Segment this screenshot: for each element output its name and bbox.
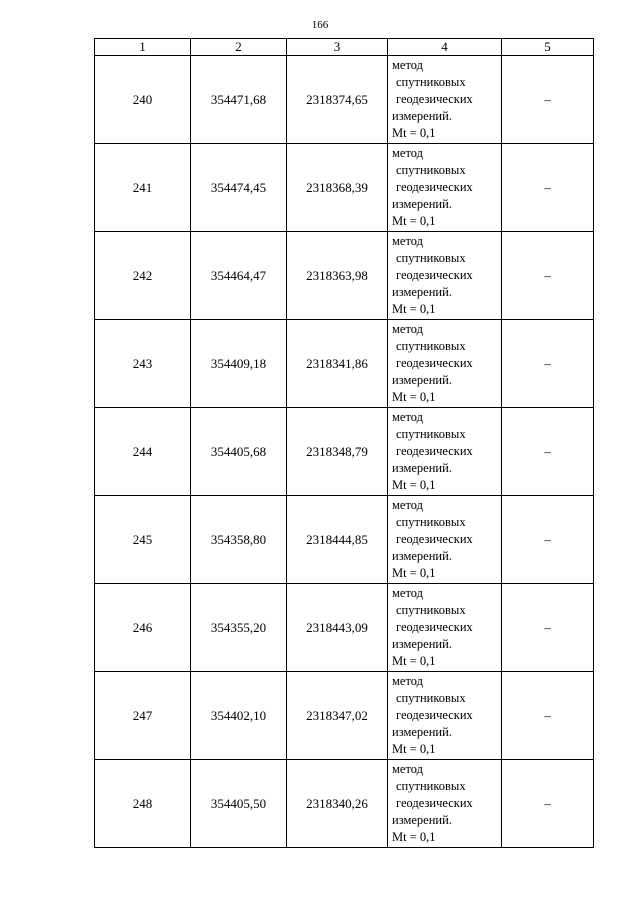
method-line: геодезических bbox=[396, 92, 473, 106]
x-coordinate-cell: 354471,68 bbox=[191, 56, 287, 144]
point-number-cell: 247 bbox=[95, 672, 191, 760]
method-line: спутниковых bbox=[396, 427, 466, 441]
method-line: измерений. bbox=[392, 373, 452, 387]
method-line: геодезических bbox=[396, 708, 473, 722]
y-coordinate-cell: 2318444,85 bbox=[287, 496, 388, 584]
point-number-cell: 242 bbox=[95, 232, 191, 320]
method-line: Mt = 0,1 bbox=[392, 654, 436, 668]
x-coordinate-cell: 354405,50 bbox=[191, 760, 287, 848]
method-line: измерений. bbox=[392, 197, 452, 211]
y-coordinate-cell: 2318443,09 bbox=[287, 584, 388, 672]
note-cell: – bbox=[502, 760, 594, 848]
point-number-cell: 244 bbox=[95, 408, 191, 496]
y-coordinate-cell: 2318368,39 bbox=[287, 144, 388, 232]
method-line: Mt = 0,1 bbox=[392, 830, 436, 844]
method-cell bbox=[388, 144, 502, 232]
y-coordinate-cell: 2318363,98 bbox=[287, 232, 388, 320]
table-row bbox=[95, 496, 594, 584]
method-line: геодезических bbox=[396, 620, 473, 634]
method-line: Mt = 0,1 bbox=[392, 390, 436, 404]
method-line: измерений. bbox=[392, 813, 452, 827]
table-row bbox=[95, 56, 594, 144]
table-body bbox=[95, 56, 594, 848]
column-header-5: 5 bbox=[502, 39, 594, 56]
method-line: геодезических bbox=[396, 356, 473, 370]
method-line: метод bbox=[392, 234, 424, 248]
method-cell bbox=[388, 672, 502, 760]
method-line: измерений. bbox=[392, 549, 452, 563]
y-coordinate-cell: 2318347,02 bbox=[287, 672, 388, 760]
method-line: метод bbox=[392, 322, 424, 336]
method-line: Mt = 0,1 bbox=[392, 302, 436, 316]
method-line: спутниковых bbox=[396, 251, 466, 265]
y-coordinate-cell: 2318374,65 bbox=[287, 56, 388, 144]
method-line: метод bbox=[392, 146, 424, 160]
table-row bbox=[95, 232, 594, 320]
header-row bbox=[95, 39, 594, 56]
table-row bbox=[95, 144, 594, 232]
x-coordinate-cell: 354355,20 bbox=[191, 584, 287, 672]
point-number-cell: 248 bbox=[95, 760, 191, 848]
note-cell: – bbox=[502, 232, 594, 320]
method-cell bbox=[388, 56, 502, 144]
method-line: метод bbox=[392, 498, 424, 512]
method-line: геодезических bbox=[396, 268, 473, 282]
method-line: измерений. bbox=[392, 109, 452, 123]
method-line: спутниковых bbox=[396, 75, 466, 89]
y-coordinate-cell: 2318340,26 bbox=[287, 760, 388, 848]
method-line: измерений. bbox=[392, 285, 452, 299]
method-line: метод bbox=[392, 674, 424, 688]
method-line: геодезических bbox=[396, 796, 473, 810]
method-line: метод bbox=[392, 58, 424, 72]
method-line: Mt = 0,1 bbox=[392, 214, 436, 228]
method-line: метод bbox=[392, 762, 424, 776]
method-cell bbox=[388, 232, 502, 320]
note-cell: – bbox=[502, 320, 594, 408]
x-coordinate-cell: 354405,68 bbox=[191, 408, 287, 496]
table-row bbox=[95, 320, 594, 408]
method-line: геодезических bbox=[396, 532, 473, 546]
table-row bbox=[95, 584, 594, 672]
column-header-1: 1 bbox=[95, 39, 191, 56]
method-line: спутниковых bbox=[396, 603, 466, 617]
x-coordinate-cell: 354402,10 bbox=[191, 672, 287, 760]
table-row bbox=[95, 672, 594, 760]
table-row bbox=[95, 408, 594, 496]
method-line: метод bbox=[392, 586, 424, 600]
x-coordinate-cell: 354409,18 bbox=[191, 320, 287, 408]
method-cell bbox=[388, 760, 502, 848]
method-line: измерений. bbox=[392, 637, 452, 651]
page-number: 166 bbox=[311, 19, 329, 31]
x-coordinate-cell: 354464,47 bbox=[191, 232, 287, 320]
method-line: геодезических bbox=[396, 180, 473, 194]
note-cell: – bbox=[502, 144, 594, 232]
method-cell bbox=[388, 496, 502, 584]
method-line: спутниковых bbox=[396, 779, 466, 793]
x-coordinate-cell: 354474,45 bbox=[191, 144, 287, 232]
point-number-cell: 240 bbox=[95, 56, 191, 144]
note-cell: – bbox=[502, 408, 594, 496]
method-line: спутниковых bbox=[396, 515, 466, 529]
method-cell bbox=[388, 408, 502, 496]
table-header bbox=[95, 39, 594, 56]
point-number-cell: 245 bbox=[95, 496, 191, 584]
point-number-cell: 246 bbox=[95, 584, 191, 672]
method-line: Mt = 0,1 bbox=[392, 126, 436, 140]
x-coordinate-cell: 354358,80 bbox=[191, 496, 287, 584]
note-cell: – bbox=[502, 672, 594, 760]
column-header-4: 4 bbox=[388, 39, 502, 56]
method-cell bbox=[388, 584, 502, 672]
method-line: измерений. bbox=[392, 725, 452, 739]
y-coordinate-cell: 2318341,86 bbox=[287, 320, 388, 408]
note-cell: – bbox=[502, 56, 594, 144]
method-line: Mt = 0,1 bbox=[392, 478, 436, 492]
table-row bbox=[95, 760, 594, 848]
column-header-3: 3 bbox=[287, 39, 388, 56]
method-line: Mt = 0,1 bbox=[392, 742, 436, 756]
column-header-2: 2 bbox=[191, 39, 287, 56]
method-line: Mt = 0,1 bbox=[392, 566, 436, 580]
note-cell: – bbox=[502, 496, 594, 584]
coordinates-table bbox=[94, 38, 594, 848]
method-cell bbox=[388, 320, 502, 408]
method-line: спутниковых bbox=[396, 691, 466, 705]
point-number-cell: 243 bbox=[95, 320, 191, 408]
method-line: измерений. bbox=[392, 461, 452, 475]
method-line: спутниковых bbox=[396, 339, 466, 353]
note-cell: – bbox=[502, 584, 594, 672]
method-line: спутниковых bbox=[396, 163, 466, 177]
method-line: метод bbox=[392, 410, 424, 424]
method-line: геодезических bbox=[396, 444, 473, 458]
point-number-cell: 241 bbox=[95, 144, 191, 232]
y-coordinate-cell: 2318348,79 bbox=[287, 408, 388, 496]
